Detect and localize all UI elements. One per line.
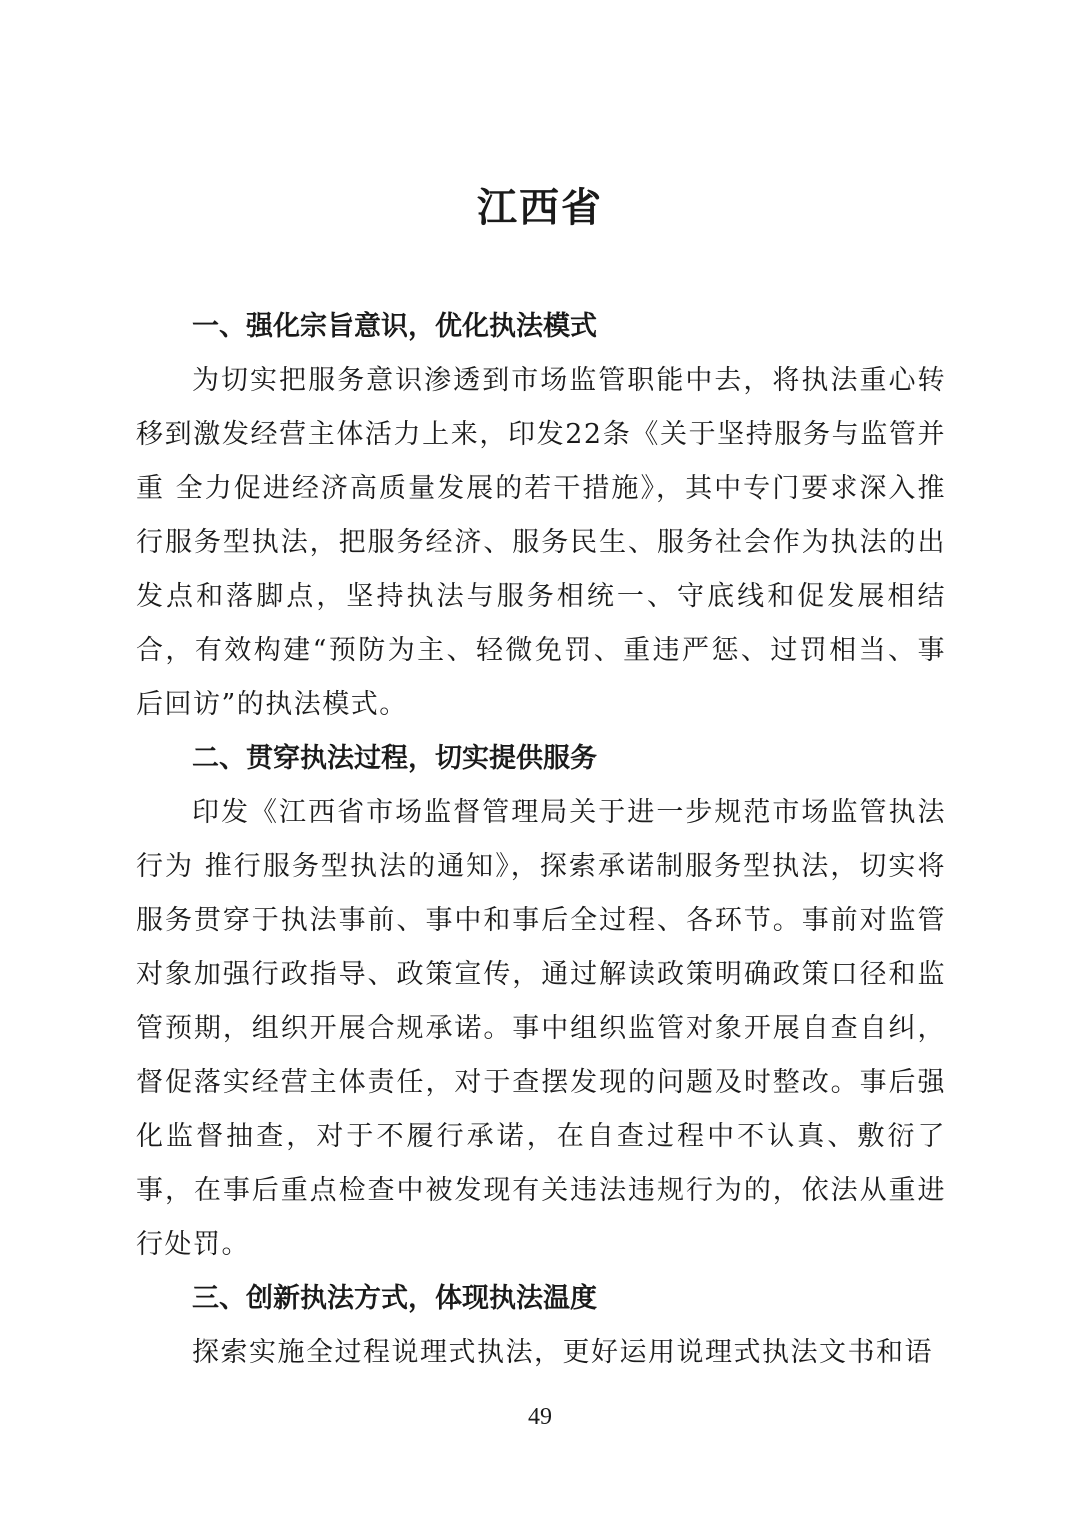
section-heading-2: 二、贯穿执法过程，切实提供服务 — [192, 743, 597, 774]
section-heading-1: 一、强化宗旨意识，优化执法模式 — [192, 311, 597, 342]
page-number: 49 — [528, 1404, 552, 1430]
section-paragraph-1: 为切实把服务意识渗透到市场监管职能中去，将执法重心转移到激发经营主体活力上来，印发22条《关于坚持服务与监管并重 全力促进经济高质量发展的若干措施》，其中专门要求深入推行服务型执法，把服务经济、服务民生、服务社会作为执法的出发点和落脚点，坚持执法与服务相统一、守底线和促发展相结合，有效构建“预防为主、轻微免罚、重违严惩、过罚相当、事后回访”的执法模式。 — [136, 365, 946, 720]
section-heading-3: 三、创新执法方式，体现执法温度 — [192, 1283, 597, 1314]
document-body — [136, 300, 946, 1380]
section-paragraph-3: 探索实施全过程说理式执法，更好运用说理式执法文书和语 — [192, 1337, 933, 1368]
page-title: 江西省 — [477, 185, 603, 231]
section-paragraph-2: 印发《江西省市场监督管理局关于进一步规范市场监管执法行为 推行服务型执法的通知》，探索承诺制服务型执法，切实将服务贯穿于执法事前、事中和事后全过程、各环节。事前对监管对象加强行政指导、政策宣传，通过解读政策明确政策口径和监管预期，组织开展合规承诺。事中组织监管对象开展自查自纠，督促落实经营主体责任，对于查摆发现的问题及时整改。事后强化监督抽查，对于不履行承诺，在自查过程中不认真、敷衍了事，在事后重点检查中被发现有关违法违规行为的，依法从重进行处罚。 — [136, 797, 946, 1260]
